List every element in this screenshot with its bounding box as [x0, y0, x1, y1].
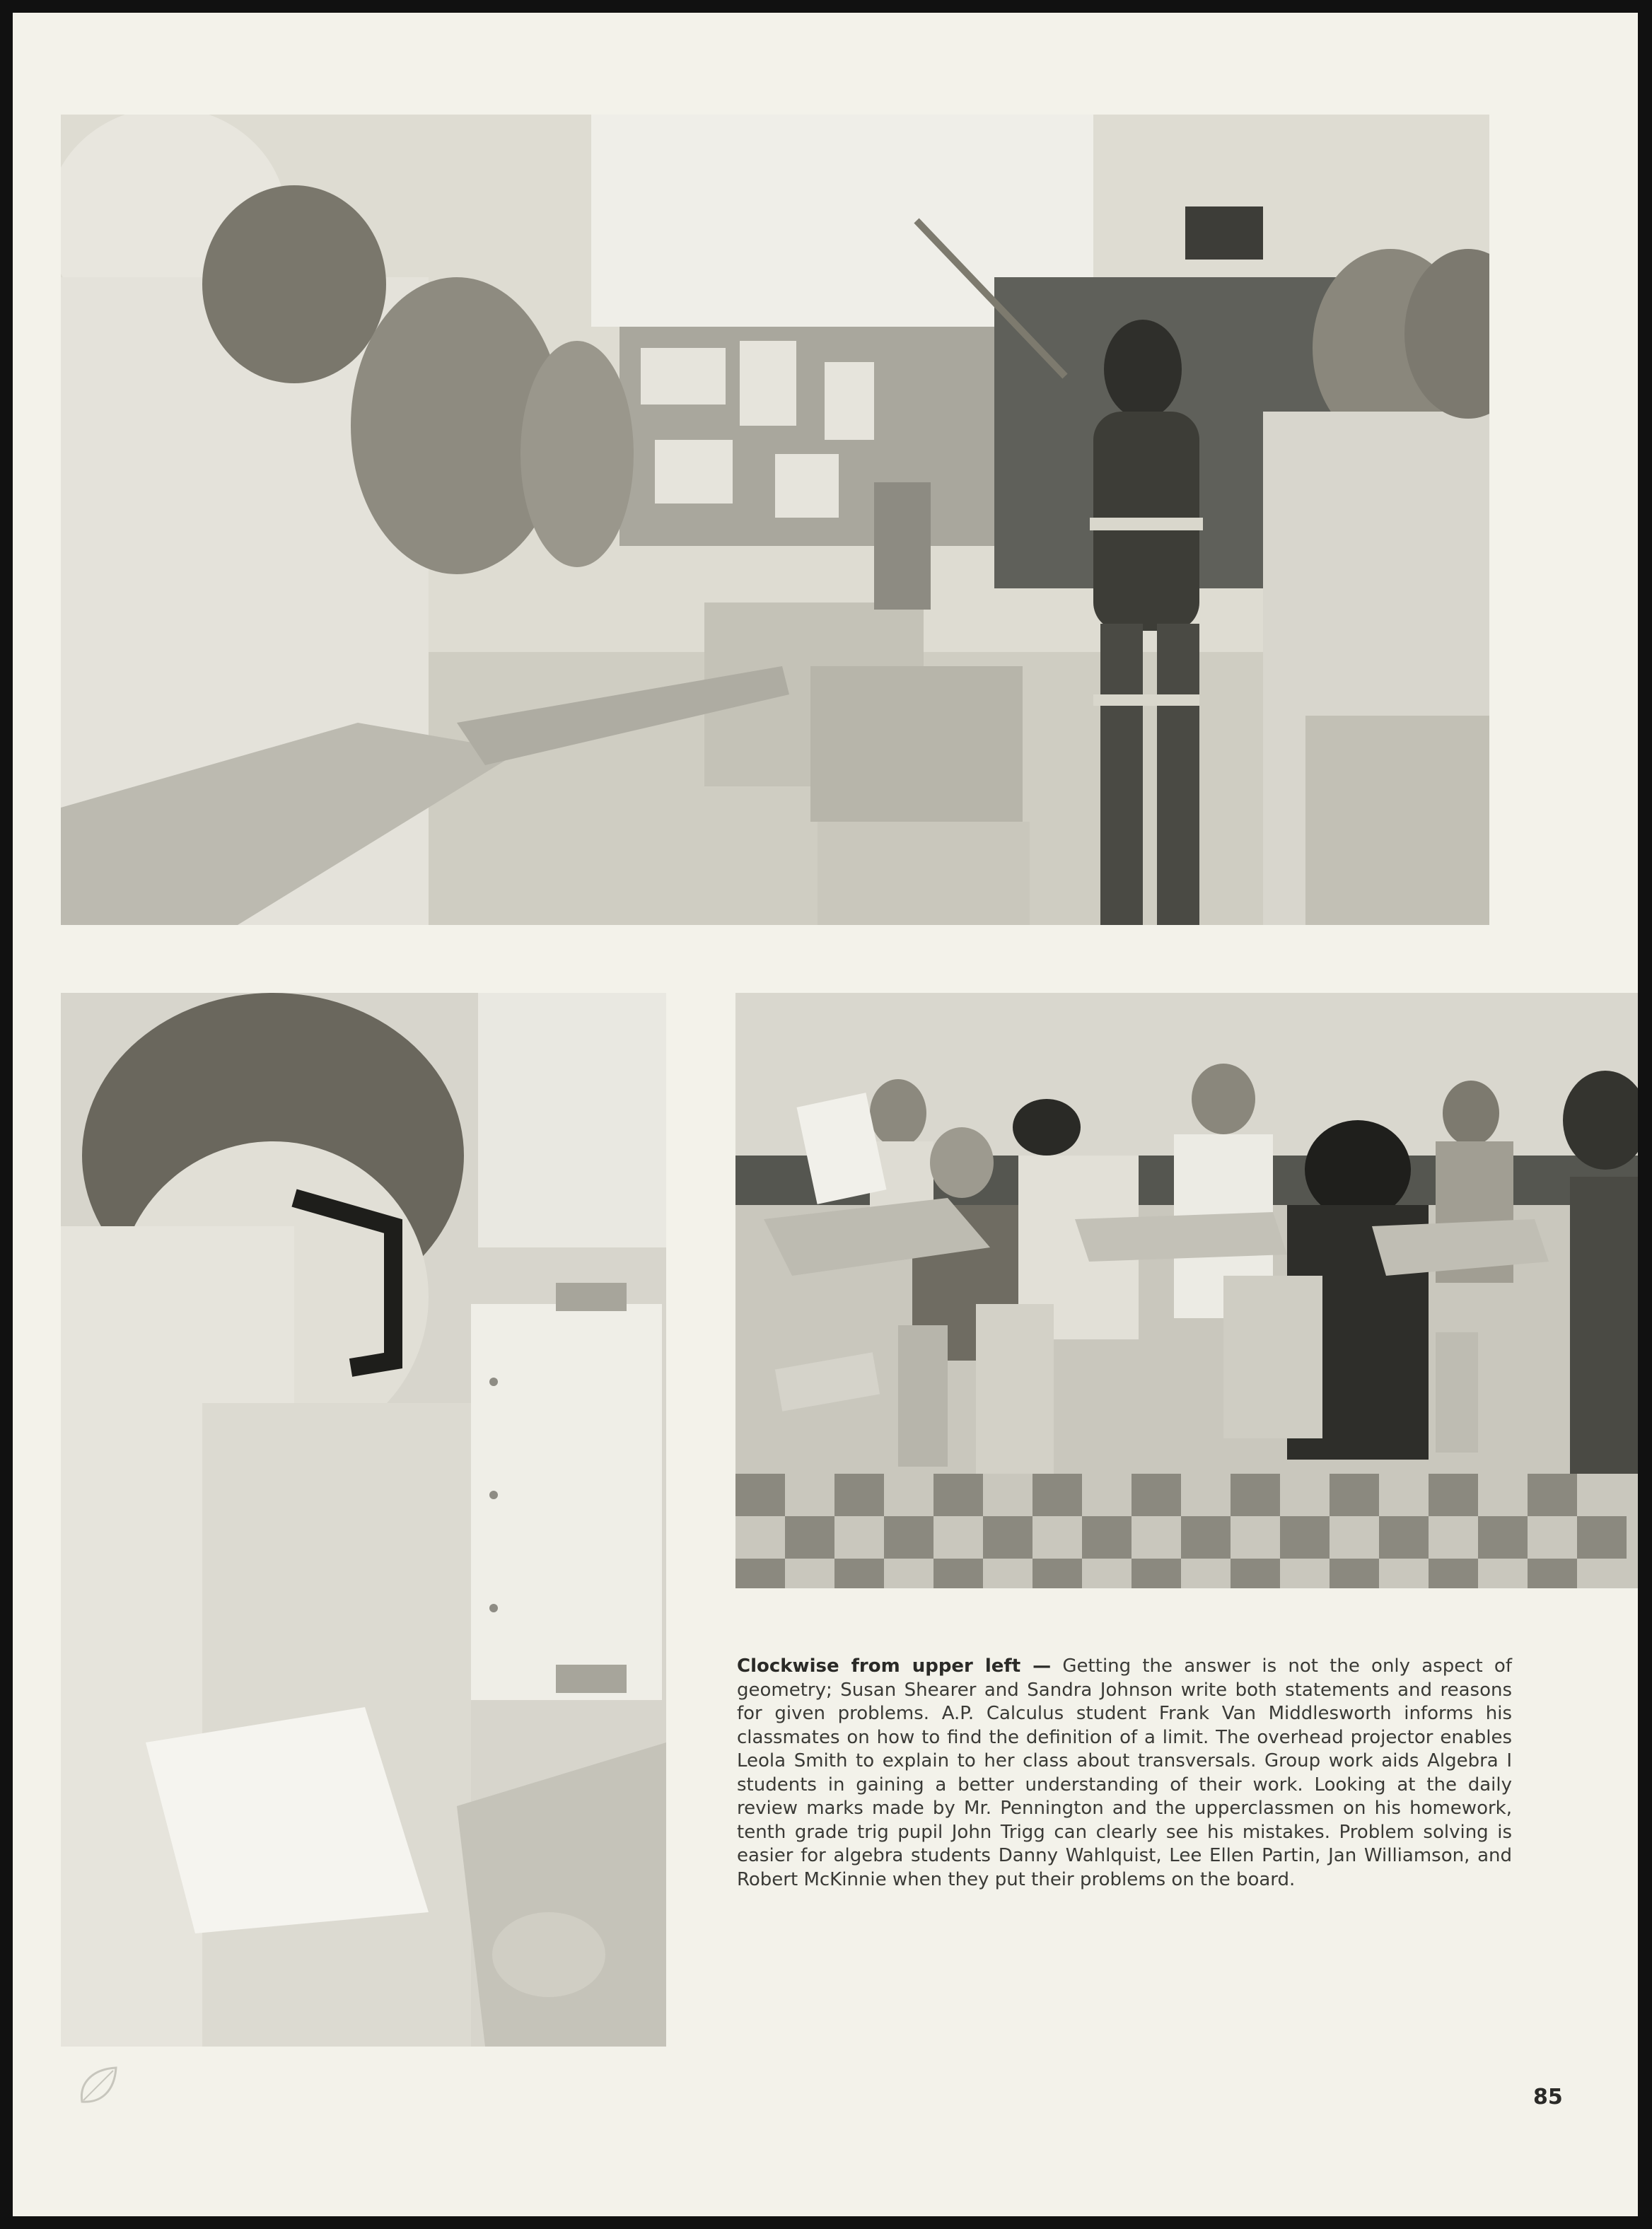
student-photo-icon: [61, 993, 666, 2047]
page-number: 85: [1533, 2085, 1563, 2109]
leaf-icon: [75, 2062, 122, 2109]
classroom-photo-icon: [61, 115, 1489, 925]
classroom-photo: [61, 115, 1489, 925]
yearbook-page: [13, 13, 1638, 2216]
group-work-photo-icon: [735, 993, 1638, 1588]
photo-caption: [737, 1655, 1512, 1892]
group-work-photo: [735, 993, 1638, 1588]
student-homework-photo: [61, 993, 666, 2047]
caption-body: Getting the answer is not the only aspect of geometry; Susan Shearer and Sandra Johnson write both statements and reasons for given problems. A.P. Calculus student Frank Van Middlesworth informs his classmates on how to find the definition of a limit. The overhead projector enables Leola Smith to explain to her class about transversals. Group work aids Algebra I students in gaining a better understanding of their work. Looking at the daily review marks made by Mr. Pennington and the upperclassmen on his homework, tenth grade trig pupil John Trigg can clearly see his mistakes. Problem solving is easier for algebra students Danny Wahlquist, Lee Ellen Partin, Jan Williamson, and Robert McKinnie when they put their problems on the board.: [737, 1655, 1512, 1890]
caption-lead: Clockwise from upper left —: [737, 1655, 1052, 1677]
